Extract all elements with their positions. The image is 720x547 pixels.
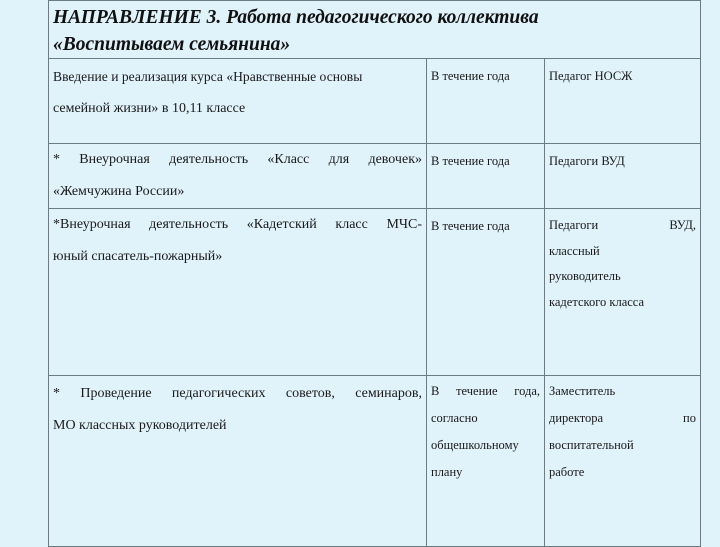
- term-line: согласно: [431, 411, 478, 425]
- activity-cell: [49, 59, 427, 144]
- responsible-line: директора по: [549, 411, 696, 425]
- table-row: [49, 209, 701, 376]
- activity-cell: [49, 144, 427, 209]
- activity-line: Введение и реализация курса «Нравственные основы: [53, 69, 363, 84]
- responsible-line: кадетского класса: [549, 294, 645, 309]
- table-row: [49, 59, 701, 144]
- activity-cell: [49, 209, 427, 376]
- activity-line: * Проведение педагогических советов, семинаров,: [53, 386, 422, 401]
- plan-table: [48, 0, 701, 547]
- responsible-line: Педагоги ВУД,: [549, 218, 696, 232]
- term-line: В течение года,: [431, 384, 540, 398]
- responsible-line: Педагог НОСЖ: [549, 69, 633, 83]
- term-line: В течение года: [431, 154, 510, 168]
- activity-line: *Внеурочная деятельность «Кадетский класс МЧС-: [53, 217, 422, 232]
- responsible-line: Педагоги ВУД: [549, 154, 625, 168]
- heading-cell: [49, 1, 701, 59]
- responsible-cell: [545, 144, 701, 209]
- activity-line: семейной жизни» в 10,11 классе: [53, 101, 246, 116]
- term-line: В течение года: [431, 69, 510, 83]
- activity-cell: [49, 376, 427, 547]
- term-cell: [427, 209, 545, 376]
- term-cell: [427, 144, 545, 209]
- heading-line-2: «Воспитываем семьянина»: [53, 34, 291, 55]
- term-line: общешкольному: [431, 438, 519, 452]
- responsible-line: воспитательной: [549, 438, 634, 452]
- heading-row: [49, 1, 701, 59]
- table-row: [49, 376, 701, 547]
- section-heading: [49, 1, 700, 58]
- term-line: плану: [431, 465, 463, 479]
- heading-line-1: НАПРАВЛЕНИЕ 3. Работа педагогического коллектива: [53, 7, 539, 28]
- responsible-line: работе: [549, 465, 585, 479]
- activity-line: * Внеурочная деятельность «Класс для девочек»: [53, 152, 422, 167]
- responsible-line: Заместитель: [549, 384, 616, 398]
- activity-line: МО классных руководителей: [53, 418, 227, 433]
- responsible-line: руководитель: [549, 269, 621, 283]
- responsible-cell: [545, 209, 701, 376]
- activity-line: юный спасатель-пожарный»: [53, 249, 223, 264]
- term-cell: [427, 376, 545, 547]
- term-line: В течение года: [431, 219, 510, 233]
- responsible-cell: [545, 59, 701, 144]
- term-cell: [427, 59, 545, 144]
- table-row: [49, 144, 701, 209]
- responsible-line: классный: [549, 243, 600, 258]
- responsible-cell: [545, 376, 701, 547]
- activity-line: «Жемчужина России»: [53, 184, 185, 199]
